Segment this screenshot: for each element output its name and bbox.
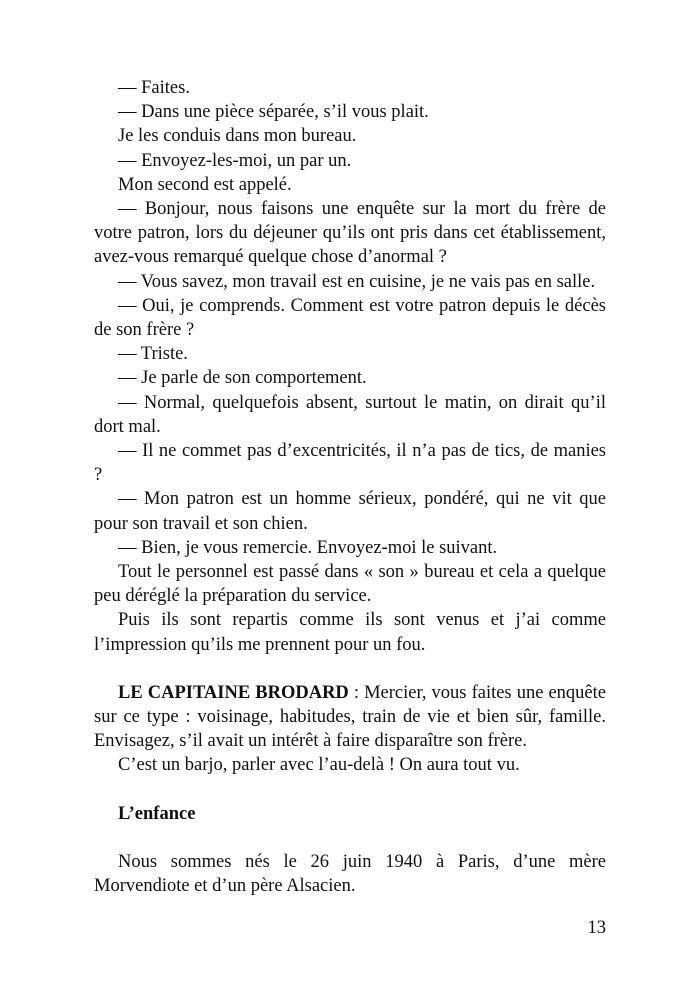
section-heading: L’enfance bbox=[118, 803, 196, 824]
paragraph: — Normal, quelquefois absent, surtout le matin, on dirait qu’il dort mal. bbox=[94, 392, 606, 437]
paragraph: — Envoyez-les-moi, un par un. bbox=[118, 150, 352, 171]
speaker-speech: : Mercier, vous faites une enquête sur ce type : voisinage, habitudes, train de vie et bien sûr, famille. Envisagez, s’il avait un intérêt à faire disparaître son frère. bbox=[94, 682, 606, 752]
captain-paragraph bbox=[94, 681, 606, 754]
paragraph: Tout le personnel est passé dans « son » bureau et cela a quelque peu déréglé la préparation du service. bbox=[94, 562, 606, 607]
paragraph: Nous sommes nés le 26 juin 1940 à Paris, d’une mère Morvendiote et d’un père Alsacien. bbox=[94, 851, 606, 897]
paragraph: — Triste. bbox=[118, 344, 188, 365]
paragraph: — Mon patron est un homme sérieux, pondéré, qui ne vit que pour son travail et son chien. bbox=[94, 489, 606, 534]
blank-line bbox=[94, 826, 606, 850]
paragraph: — Dans une pièce séparée, s’il vous plait. bbox=[118, 102, 429, 123]
paragraph: — Faites. bbox=[118, 78, 190, 98]
paragraph: — Vous savez, mon travail est en cuisine, je ne vais pas en salle. bbox=[118, 271, 596, 292]
paragraph: — Oui, je comprends. Comment est votre patron depuis le décès de son frère ? bbox=[94, 295, 606, 341]
blank-line bbox=[94, 778, 606, 802]
page-number: 13 bbox=[587, 918, 606, 938]
page-body bbox=[94, 76, 606, 898]
paragraph: — Je parle de son comportement. bbox=[118, 368, 367, 389]
paragraph: — Bonjour, nous faisons une enquête sur la mort du frère de votre patron, lors du déjeuner qu’ils ont pris dans cet établissement, avez-vous remarqué quelque chose d’anormal ? bbox=[94, 199, 606, 268]
paragraph: — Il ne commet pas d’excentricités, il n’a pas de tics, de manies ? bbox=[94, 441, 606, 486]
paragraph: Mon second est appelé. bbox=[118, 174, 292, 195]
speaker-name: LE CAPITAINE BRODARD bbox=[118, 682, 349, 703]
paragraph: Je les conduis dans mon bureau. bbox=[118, 126, 357, 147]
paragraph: C’est un barjo, parler avec l’au-delà ! On aura tout vu. bbox=[118, 755, 520, 776]
paragraph: — Bien, je vous remercie. Envoyez-moi le suivant. bbox=[118, 537, 498, 558]
blank-line bbox=[94, 657, 606, 681]
paragraph: Puis ils sont repartis comme ils sont venus et j’ai comme l’impression qu’ils me prennent pour un fou. bbox=[94, 610, 606, 655]
